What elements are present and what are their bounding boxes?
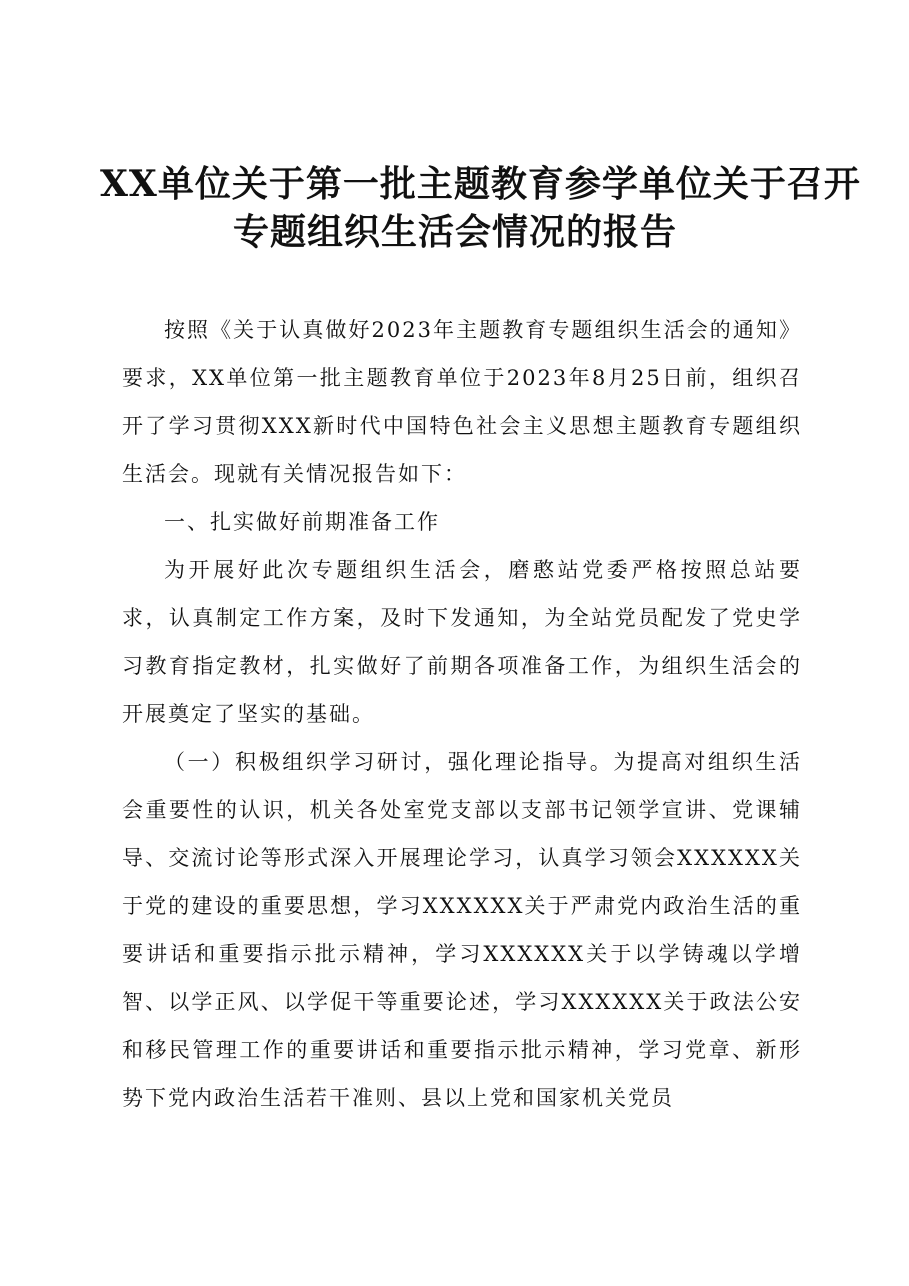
document-title-line-2: 专题组织生活会情况的报告	[232, 211, 677, 253]
paragraph-intro: 按照《关于认真做好2023年主题教育专题组织生活会的通知》要求，XX单位第一批主题教育单位于2023年8月25日前，组织召开了学习贯彻XXX新时代中国特色社会主义思想主题教育专题组织生活会。现就有关情况报告如下：	[122, 318, 802, 486]
paragraph-preparation: 为开展好此次专题组织生活会，磨憨站党委严格按照总站要求，认真制定工作方案，及时下发通知，为全站党员配发了党史学习教育指定教材，扎实做好了前期各项准备工作，为组织生活会的开展奠定了坚实的基础。	[122, 558, 802, 726]
document-body	[122, 306, 802, 1122]
document-title-line-1: XX单位关于第一批主题教育参学单位关于召开	[100, 163, 861, 205]
section-heading-1: 一、扎实做好前期准备工作	[164, 510, 440, 534]
paragraph-study: （一）积极组织学习研讨，强化理论指导。为提高对组织生活会重要性的认识，机关各处室党支部以支部书记领学宣讲、党课辅导、交流讨论等形式深入开展理论学习，认真学习领会XXXXXX关于党的建设的重要思想，学习XXXXXX关于严肃党内政治生活的重要讲话和重要指示批示精神，学习XXXXXX关于以学铸魂以学增智、以学正风、以学促干等重要论述，学习XXXXXX关于政法公安和移民管理工作的重要讲话和重要指示批示精神，学习党章、新形势下党内政治生活若干准则、县以上党和国家机关党员	[122, 750, 802, 1110]
